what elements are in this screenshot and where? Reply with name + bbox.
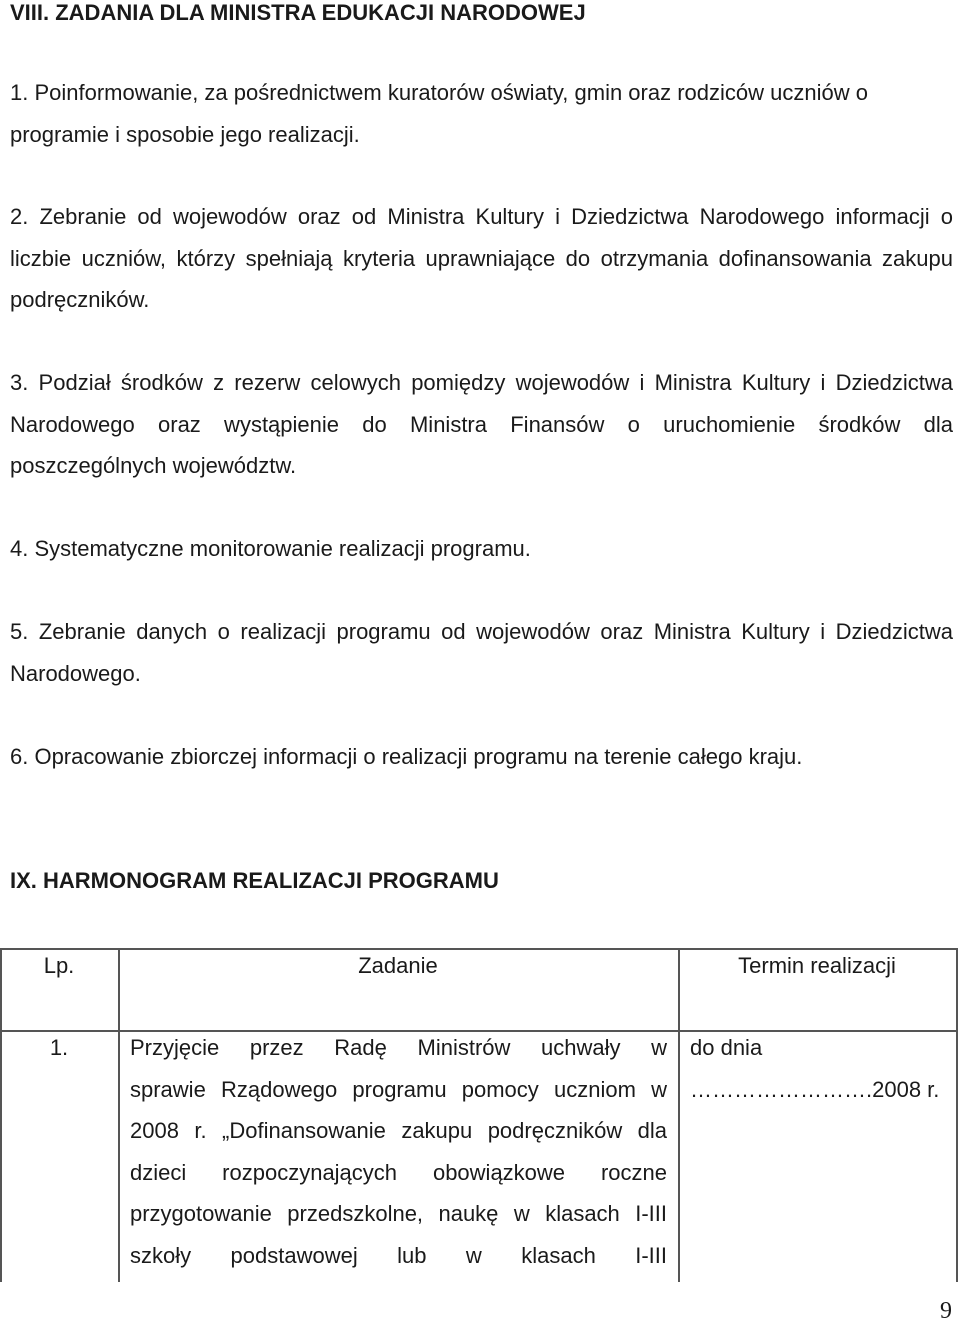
row-1-task-line: sprawie Rządowego programu pomocy uczniom w: [130, 1076, 667, 1102]
task-item-5: 5. Zebranie danych o realizacji programu od wojewodów oraz Ministra Kultury i Dziedzictwa Narodowego.: [10, 619, 953, 686]
header-deadline: Termin realizacji: [738, 953, 896, 978]
task-item-2: 2. Zebranie od wojewodów oraz od Ministra Kultury i Dziedzictwa Narodowego informacji o liczbie uczniów, którzy spełniają kryteria uprawniające do otrzymania dofinansowania zakupu podręczników.: [10, 204, 953, 312]
table-border-left: [0, 948, 2, 1282]
header-lp: Lp.: [43, 953, 75, 978]
row-1-deadline-line-1: do dnia: [690, 1035, 763, 1060]
row-1-task: [130, 1027, 667, 1276]
page-number: 9: [940, 1298, 952, 1324]
row-1-lp: 1.: [49, 1035, 69, 1060]
task-item-1: 1. Poinformowanie, za pośrednictwem kuratorów oświaty, gmin oraz rodziców uczniów o programie i sposobie jego realizacji.: [10, 80, 868, 147]
row-1-task-line: przygotowanie przedszkolne, naukę w klasach I-III: [130, 1201, 667, 1226]
section-8-heading: VIII. ZADANIA DLA MINISTRA EDUKACJI NARODOWEJ: [10, 0, 586, 25]
table-divider-2: [678, 948, 680, 1282]
schedule-table: [0, 948, 958, 1282]
task-item-6: 6. Opracowanie zbiorczej informacji o realizacji programu na terenie całego kraju.: [10, 744, 803, 769]
table-border-right: [956, 948, 958, 1282]
task-item-3: 3. Podział środków z rezerw celowych pomiędzy wojewodów i Ministra Kultury i Dziedzictwa Narodowego oraz wystąpienie do Ministra Finansów o uruchomienie środków dla poszczególnych województw.: [10, 370, 953, 478]
row-1-task-line: szkoły podstawowej lub w klasach I-III: [130, 1242, 667, 1268]
header-task: Zadanie: [358, 953, 438, 978]
row-1-task-line: Przyjęcie przez Radę Ministrów uchwały w: [130, 1035, 667, 1060]
table-divider-1: [118, 948, 120, 1282]
task-item-4: 4. Systematyczne monitorowanie realizacji programu.: [10, 536, 531, 561]
row-1-task-line: 2008 r. „Dofinansowanie zakupu podręczników dla: [130, 1118, 667, 1143]
row-1-deadline-line-2: …………………….2008 r.: [690, 1077, 940, 1102]
row-1-task-line: dzieci rozpoczynających obowiązkowe roczne: [130, 1159, 667, 1185]
section-9-heading: IX. HARMONOGRAM REALIZACJI PROGRAMU: [10, 868, 499, 893]
